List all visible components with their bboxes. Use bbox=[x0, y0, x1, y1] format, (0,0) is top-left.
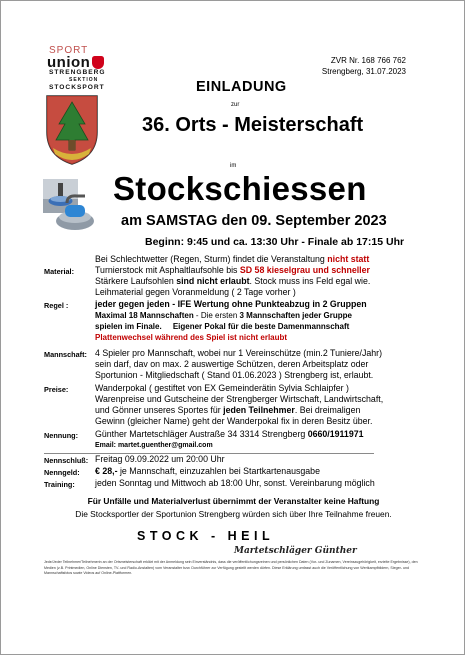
nennschluss-label: Nennschluß: bbox=[44, 456, 89, 465]
im-text: im bbox=[230, 163, 237, 169]
nennung-line-1 bbox=[95, 429, 364, 440]
curling-stone-icon bbox=[53, 193, 98, 233]
regel-text: spielen im Finale. bbox=[95, 322, 162, 332]
nennung-section bbox=[95, 429, 364, 451]
regel-text: 3 Mannschaften jeder Gruppe bbox=[239, 311, 352, 321]
preise-text: . Bei dreimaligen bbox=[294, 405, 361, 416]
preise-line-4: Gewinn (gleicher Name) geht der Wanderpokal fix in deren Besitz über. bbox=[95, 416, 373, 427]
weather-note bbox=[95, 254, 369, 265]
nenngeld-text: je Mannschaft, einzuzahlen bei Startkartenausgabe bbox=[117, 466, 320, 476]
preise-bold: jeden Teilnehmer bbox=[223, 405, 295, 416]
preise-section bbox=[95, 383, 383, 427]
material-line-3: Leihmaterial gegen Voranmeldung ( 2 Tage vorher ) bbox=[95, 287, 296, 298]
union-u-icon bbox=[92, 56, 104, 69]
meisterschaft-heading: 36. Orts - Meisterschaft bbox=[142, 114, 364, 136]
preise-line-1: Wanderpokal ( gestiftet von EX Gemeinderätin Sylvia Schlaipfer ) bbox=[95, 383, 349, 393]
training-label: Training: bbox=[44, 480, 75, 489]
nenngeld-amount: € 28,- bbox=[95, 466, 118, 476]
logo-sektion-text: SEKTION bbox=[69, 77, 99, 83]
crest-icon bbox=[45, 94, 99, 166]
material-text: Turnierstock mit Asphaltlaufsohle bis bbox=[95, 265, 240, 275]
preise-line-3 bbox=[95, 405, 383, 416]
nenngeld-label: Nenngeld: bbox=[44, 468, 80, 477]
invitation-note: Die Stocksportler der Sportunion Strengberg würden sich über Ihre Teilnahme freuen. bbox=[75, 509, 392, 519]
event-date: am SAMSTAG den 09. September 2023 bbox=[121, 213, 387, 229]
zur-text: zur bbox=[231, 102, 240, 108]
material-section bbox=[95, 265, 370, 298]
regel-label: Regel : bbox=[44, 301, 69, 310]
training-value: jeden Sonntag und Mittwoch ab 18:00 Uhr, sonst. Vereinbarung möglich bbox=[95, 478, 375, 488]
material-text: Stärkere Laufsohlen bbox=[95, 276, 177, 287]
material-highlight: SD 58 kieselgrau und schneller bbox=[239, 265, 370, 275]
zvr-number: ZVR Nr. 168 766 762 bbox=[330, 56, 406, 65]
einladung-heading: EINLADUNG bbox=[196, 79, 287, 95]
regel-line-2 bbox=[95, 310, 367, 321]
material-line-1 bbox=[95, 265, 370, 276]
event-times: Beginn: 9:45 und ca. 13:30 Uhr - Finale ab 17:15 Uhr bbox=[145, 236, 405, 248]
privacy-fine-print: Jede/Jeder Teilnehmer/Teilnehmerin an der Ortsmeisterschaft erklärt mit der Anmeldung sein Einverständnis, dass die veröffentlichungsreinen und persönlichen Daten (Vor- und Zunamen, Vereinszugehörigkeit, erzielte Ergebnisse), den Medien (z.B. Printmedien, Online Diensten, TV- und Radio-Anstalten) vom Veranstalter bzw. Durchführer zur Verfügung gestellt werden dürfen. Diese Erklärung umfasst auch die Veröffentlichung von Wertkampfbildern, Sieger- und Mannschaftsfotos sowie Videos auf Online-Plattformen. bbox=[44, 560, 418, 576]
preise-text: und Gönner unseres Sportes für bbox=[95, 405, 224, 416]
signature: Martetschläger Günther bbox=[234, 546, 357, 556]
place-date: Strengberg, 31.07.2023 bbox=[321, 67, 406, 76]
nennung-label: Nennung: bbox=[44, 431, 79, 440]
mannschaft-section bbox=[95, 348, 382, 381]
material-bold: sind nicht erlaubt bbox=[176, 276, 250, 287]
material-label: Material: bbox=[44, 267, 75, 276]
weather-note-warning: nicht statt bbox=[327, 254, 370, 264]
regel-text: - Die ersten bbox=[193, 311, 240, 321]
weather-note-text: Bei Schlechtwetter (Regen, Sturm) findet die Veranstaltung bbox=[95, 254, 328, 264]
preise-line-2: Warenpreise und Gutscheine der Strengberger Wirtschaft, Landwirtschaft, bbox=[95, 394, 384, 405]
nenngeld-value bbox=[95, 466, 320, 477]
logo-union-text: union bbox=[47, 54, 91, 71]
preise-label: Preise: bbox=[44, 385, 69, 394]
regel-text: Maximal 18 Mannschaften bbox=[95, 311, 194, 321]
logo-sport-text: SPORT bbox=[49, 45, 89, 56]
nennung-email[interactable]: Email: martet.guenther@gmail.com bbox=[95, 442, 213, 450]
material-text: . Stock muss ins Feld egal wie. bbox=[249, 276, 371, 287]
nennschluss-value: Freitag 09.09.2022 um 20:00 Uhr bbox=[95, 454, 225, 464]
logo-strengberg-text: STRENGBERG bbox=[49, 69, 106, 76]
regel-text: Eigener Pokal für die beste Damenmannschaft bbox=[172, 322, 350, 332]
regel-line-3 bbox=[95, 321, 367, 332]
regel-section bbox=[95, 299, 367, 343]
mannschaft-line-1: 4 Spieler pro Mannschaft, wobei nur 1 Vereinschütze (min.2 Tuniere/Jahr) bbox=[95, 348, 383, 358]
logo-stocksport-text: STOCKSPORT bbox=[49, 84, 105, 91]
nennung-address: Günther Martetschläger Austraße 34 3314 Strengberg bbox=[95, 429, 308, 439]
stock-heil-text: STOCK - HEIL bbox=[137, 529, 275, 543]
nennung-phone: 0660/1911971 bbox=[307, 429, 364, 439]
event-title: Stockschiessen bbox=[113, 170, 367, 207]
mannschaft-label: Mannschaft: bbox=[44, 350, 87, 359]
haftung-note: Für Unfälle und Materialverlust übernimmt der Veranstalter keine Haftung bbox=[87, 496, 380, 506]
header-meta bbox=[322, 55, 406, 77]
regel-line-4: Plattenwechsel während des Spiel ist nicht erlaubt bbox=[95, 333, 288, 343]
regel-line-1: jeder gegen jeden - IFE Wertung ohne Punkteabzug in 2 Gruppen bbox=[95, 299, 367, 309]
mannschaft-line-3: Sportunion - Mitgliedschaft ( Stand 01.06.2023 ) Strengberg ist, erlaubt. bbox=[95, 370, 374, 381]
mannschaft-line-2: sein darf, dav on max. 2 auswertige Schützen, deren Arbeitsplatz oder bbox=[95, 359, 369, 370]
material-line-2 bbox=[95, 276, 370, 287]
